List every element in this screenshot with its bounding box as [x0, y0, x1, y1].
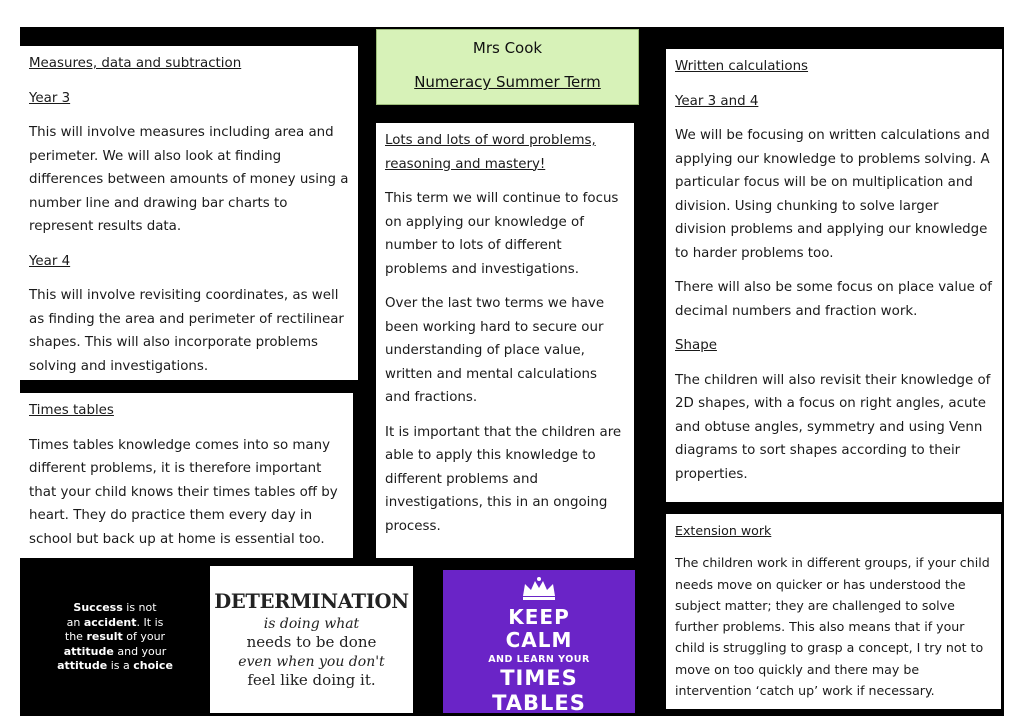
written-heading: Written calculations	[675, 59, 809, 74]
page-title: Numeracy Summer Term	[414, 73, 601, 91]
extension-panel	[666, 514, 1001, 709]
keep-calm-line1: KEEP	[508, 605, 570, 629]
extension-text: The children work in different groups, if your child needs move on quicker or has understood the subject matter; they are challenged to solve further problems. This also means that if your child is struggling to grasp a concept, I try not to move on too quickly and there may be intervention ‘catch up’ work if necessary.	[675, 555, 990, 699]
year3-heading: Year 3	[29, 90, 71, 106]
word-problems-p1: This term we will continue to focus on applying our knowledge of number to lots of different problems and investigations.	[385, 191, 619, 277]
keep-calm-line4: TIMES	[500, 666, 578, 690]
times-tables-text: Times tables knowledge comes into so many different problems, it is therefore important that your child knows their times tables off by heart. They do practice them every day in school but back up at home is essential too.	[29, 437, 338, 547]
written-p1: We will be focusing on written calculations and applying our knowledge to problems solving. A particular focus will be on multiplication and division. Using chunking to solve larger division problems and applying our knowledge to harder problems too.	[675, 128, 990, 261]
times-tables-panel	[20, 393, 353, 558]
determination-word: DETERMINATION	[214, 590, 409, 613]
year4-heading: Year 4	[29, 253, 71, 269]
year3-text: This will involve measures including area and perimeter. We will also look at finding differences between amounts of money using a number line and drawing bar charts to represent results data.	[29, 125, 349, 234]
teacher-name: Mrs Cook	[472, 39, 543, 57]
keep-calm-line2: CALM	[505, 628, 573, 652]
word-problems-panel	[376, 123, 634, 558]
written-p2: There will also be some focus on place value of decimal numbers and fraction work.	[675, 280, 992, 319]
written-calculations-panel	[666, 49, 1002, 502]
word-problems-p2: Over the last two terms we have been working hard to secure our understanding of place value, written and mental calculations and fractions.	[385, 296, 605, 405]
determination-line3: needs to be done	[246, 633, 377, 651]
year4-text: This will involve revisiting coordinates, as well as finding the area and perimeter of rectilinear shapes. This will also incorporate problems solving and investigations.	[29, 288, 344, 374]
keep-calm-line5: TABLES	[492, 691, 586, 713]
determination-poster	[210, 566, 413, 713]
keep-calm-poster	[443, 570, 635, 713]
measures-panel	[20, 46, 358, 380]
crown-icon	[519, 576, 559, 602]
times-tables-heading: Times tables	[29, 403, 114, 418]
extension-heading: Extension work	[675, 523, 772, 538]
title-box	[376, 29, 639, 105]
determination-line5: feel like doing it.	[247, 671, 376, 689]
success-quote-poster	[20, 560, 208, 715]
measures-heading: Measures, data and subtraction	[29, 56, 242, 71]
word-problems-p3: It is important that the children are able to apply this knowledge to different problems and investigations, this in an ongoing process.	[385, 424, 622, 534]
keep-calm-line3: AND LEARN YOUR	[488, 654, 590, 665]
success-quote: Success is not an accident. It is the result of your attitude and your attitude is a choice	[57, 601, 173, 672]
word-problems-heading: Lots and lots of word problems, reasoning and mastery!	[385, 133, 596, 172]
year3-4-heading: Year 3 and 4	[675, 93, 759, 109]
shape-heading: Shape	[675, 338, 717, 353]
determination-line4: even when you don't	[238, 654, 385, 670]
shape-text: The children will also revisit their knowledge of 2D shapes, with a focus on right angles, acute and obtuse angles, symmetry and using Venn diagrams to sort shapes according to their properties.	[675, 372, 991, 482]
determination-line2: is doing what	[263, 616, 360, 632]
